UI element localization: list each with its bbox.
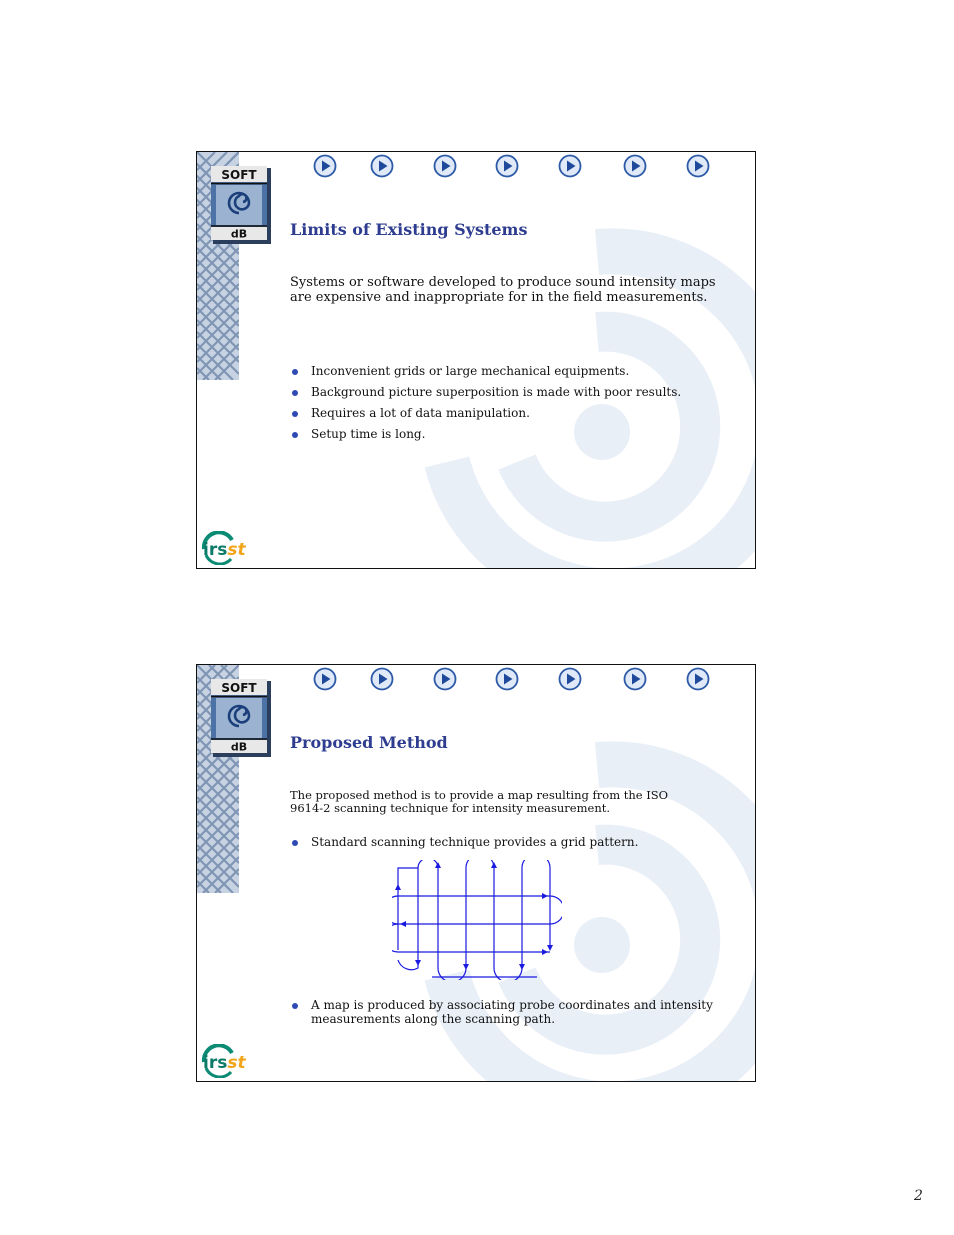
slide-body-text: Systems or software developed to produce sound intensity maps are expensive and inappropriate for in the field measurements. bbox=[290, 275, 716, 305]
play-icon[interactable] bbox=[623, 667, 647, 691]
svg-text:irsst bbox=[203, 540, 246, 560]
play-icon[interactable] bbox=[370, 154, 394, 178]
play-icon[interactable] bbox=[558, 667, 582, 691]
irsst-text-part2: st bbox=[227, 540, 246, 560]
bullet-item: Standard scanning technique provides a grid pattern. bbox=[290, 835, 710, 849]
bullet-item: Inconvenient grids or large mechanical equipments. bbox=[290, 364, 681, 378]
play-icon[interactable] bbox=[313, 667, 337, 691]
play-icon[interactable] bbox=[495, 154, 519, 178]
irsst-text-part1: irs bbox=[203, 1053, 228, 1073]
bullet-list bbox=[290, 998, 720, 1027]
play-icon[interactable] bbox=[433, 667, 457, 691]
bullet-item: A map is produced by associating probe coordinates and intensity measurements along the scanning path. bbox=[290, 998, 720, 1027]
svg-text:irsst bbox=[203, 1053, 246, 1073]
bullet-item: Requires a lot of data manipulation. bbox=[290, 406, 681, 420]
slide-body-text: The proposed method is to provide a map resulting from the ISO 9614-2 scanning technique for intensity measurement. bbox=[290, 788, 669, 815]
svg-text:dB: dB bbox=[230, 740, 248, 754]
bullet-item: Background picture superposition is made with poor results. bbox=[290, 385, 681, 399]
slide-proposed-method bbox=[196, 664, 756, 1082]
play-icon[interactable] bbox=[495, 667, 519, 691]
slide-limits-of-existing-systems bbox=[196, 151, 756, 569]
irsst-logo bbox=[201, 531, 255, 565]
scanning-grid-diagram bbox=[392, 860, 562, 980]
page-number: 2 bbox=[914, 1188, 923, 1204]
irsst-logo bbox=[201, 1044, 255, 1078]
svg-text:SOFT: SOFT bbox=[221, 168, 257, 182]
play-icon[interactable] bbox=[686, 154, 710, 178]
play-icon[interactable] bbox=[686, 667, 710, 691]
slide-navigation bbox=[313, 154, 713, 180]
play-icon[interactable] bbox=[370, 667, 394, 691]
bullet-item: Setup time is long. bbox=[290, 427, 681, 441]
play-icon[interactable] bbox=[313, 154, 337, 178]
slide-navigation bbox=[313, 667, 713, 693]
svg-text:dB: dB bbox=[230, 227, 248, 241]
irsst-text-part1: irs bbox=[203, 540, 228, 560]
play-icon[interactable] bbox=[558, 154, 582, 178]
svg-text:SOFT: SOFT bbox=[221, 681, 257, 695]
play-icon[interactable] bbox=[623, 154, 647, 178]
softdb-logo bbox=[211, 679, 271, 757]
play-icon[interactable] bbox=[433, 154, 457, 178]
slide-title: Limits of Existing Systems bbox=[290, 220, 528, 239]
slide-title: Proposed Method bbox=[290, 733, 448, 752]
irsst-text-part2: st bbox=[227, 1053, 246, 1073]
bullet-list bbox=[290, 835, 710, 849]
bullet-list bbox=[290, 364, 681, 448]
softdb-logo bbox=[211, 166, 271, 244]
